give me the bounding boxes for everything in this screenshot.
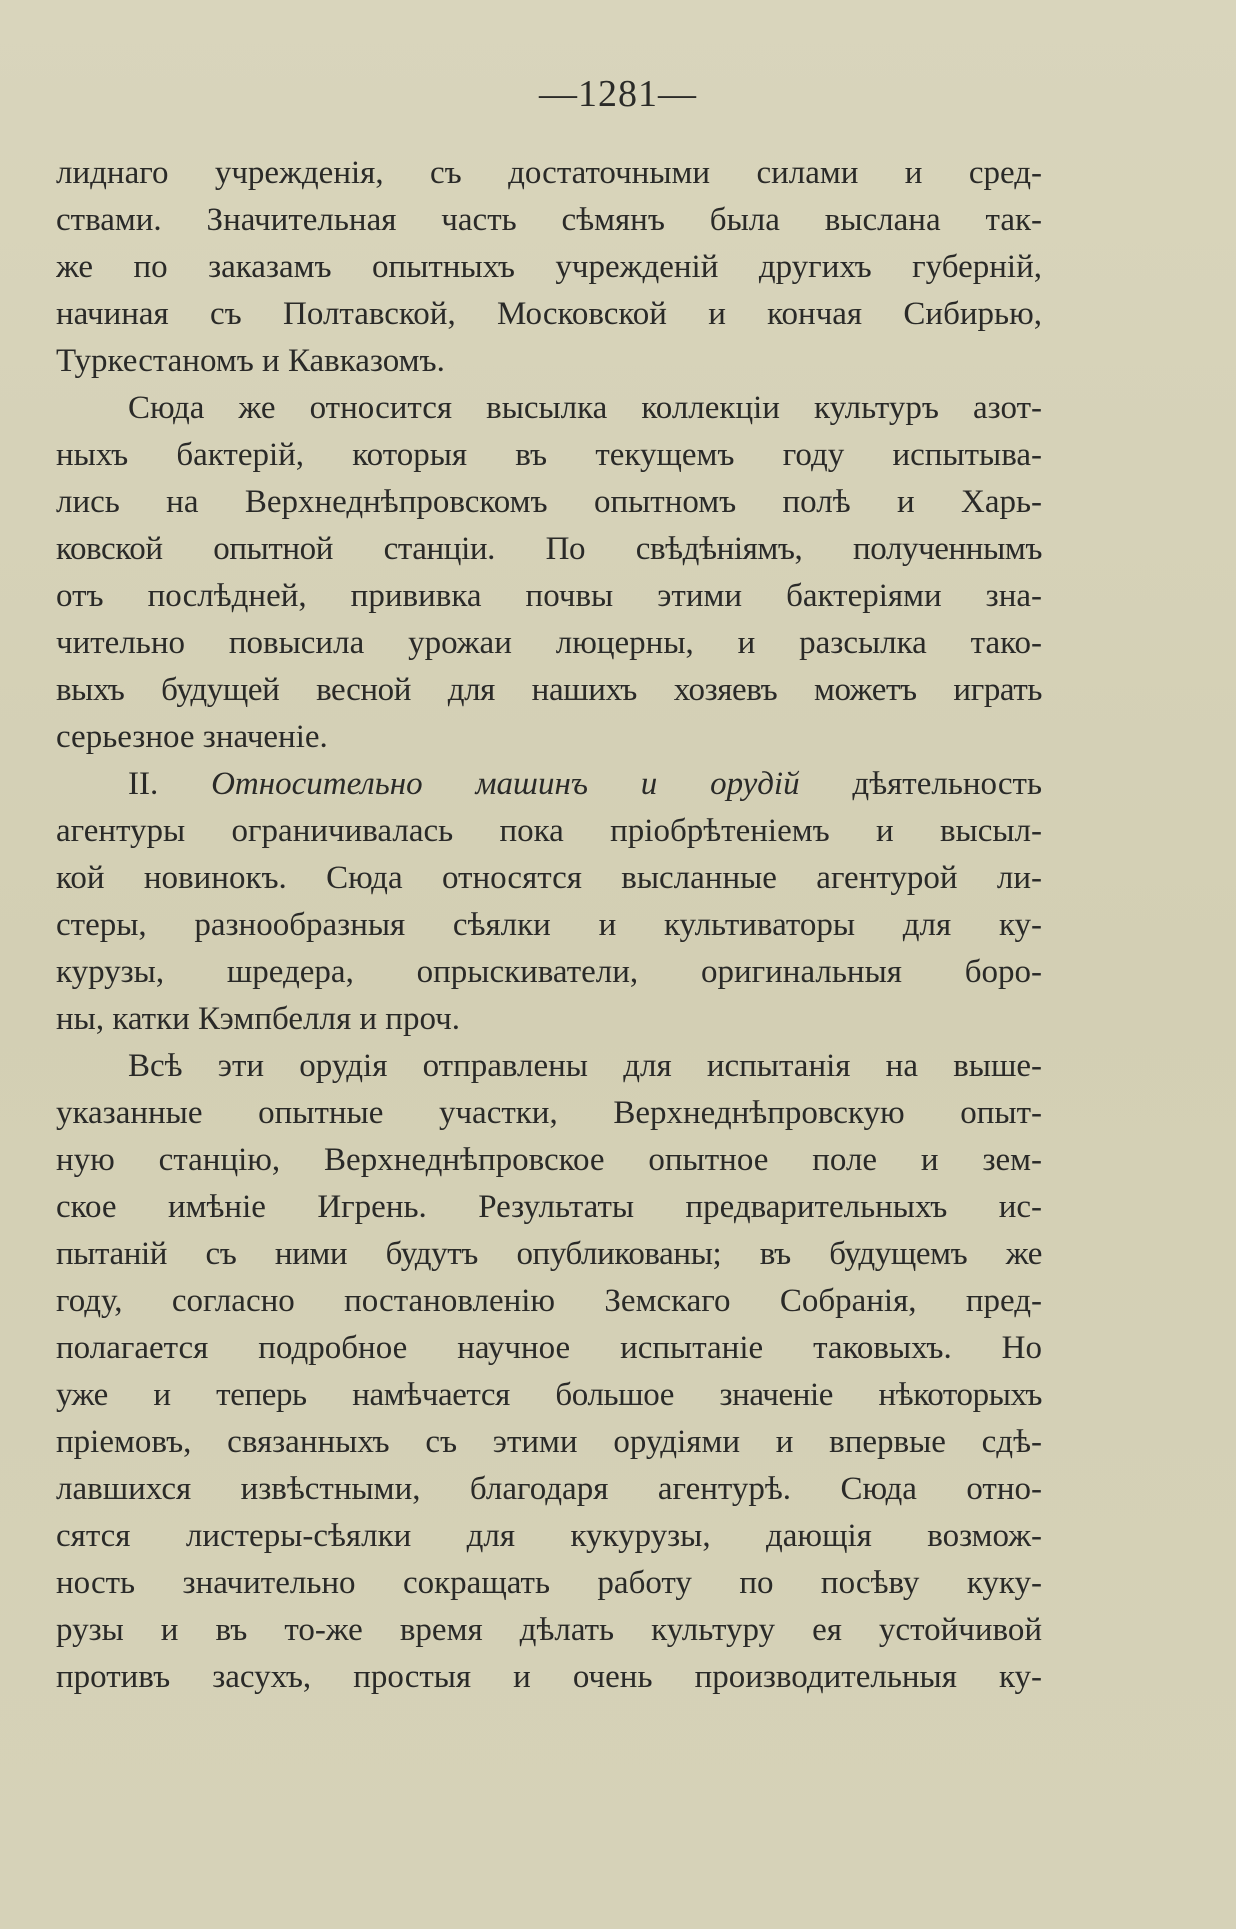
- text-line: агентуры ограничивалась пока пріобрѣтеніемъ и высыл-: [56, 813, 1042, 849]
- text-line: выхъ будущей весной для нашихъ хозяевъ можетъ играть: [56, 672, 1042, 708]
- text-line: кой новинокъ. Сюда относятся высланные агентурой ли-: [56, 860, 1042, 896]
- paragraph-start-line: Сюда же относится высылка коллекціи культуръ азот-: [128, 390, 1042, 426]
- text-line: полагается подробное научное испытаніе таковыхъ. Но: [56, 1330, 1042, 1366]
- text-line: ствами. Значительная часть сѣмянъ была выслана так-: [56, 202, 1042, 238]
- text-line: отъ послѣдней, прививка почвы этими бактеріями зна-: [56, 578, 1042, 614]
- text-line: начиная съ Полтавской, Московской и кончая Сибирью,: [56, 296, 1042, 332]
- text-line: же по заказамъ опытныхъ учрежденій другихъ губерній,: [56, 249, 1042, 285]
- text-line: стеры, разнообразныя сѣялки и культиваторы для ку-: [56, 907, 1042, 943]
- text-line: лиднаго учрежденія, съ достаточными силами и сред-: [56, 155, 1042, 191]
- text-line: указанные опытные участки, Верхнеднѣпровскую опыт-: [56, 1095, 1042, 1131]
- text-line: пытаній съ ними будутъ опубликованы; въ будущемъ же: [56, 1236, 1042, 1272]
- text-line: пріемовъ, связанныхъ съ этими орудіями и впервые сдѣ-: [56, 1424, 1042, 1460]
- page-number: —1281—: [539, 73, 697, 115]
- text-line: ность значительно сокращать работу по посѣву куку-: [56, 1565, 1042, 1601]
- text-line: курузы, шредера, опрыскиватели, оригинальныя боро-: [56, 954, 1042, 990]
- text-line: уже и теперь намѣчается большое значеніе нѣкоторыхъ: [56, 1377, 1042, 1413]
- text-line: году, согласно постановленію Земскаго Собранія, пред-: [56, 1283, 1042, 1319]
- text-line: рузы и въ то-же время дѣлать культуру ея устойчивой: [56, 1612, 1042, 1648]
- paragraph-start-line: Всѣ эти орудія отправлены для испытанія на выше-: [128, 1048, 1042, 1084]
- section-numeral: II.: [128, 766, 159, 802]
- text-line: ское имѣніе Игрень. Результаты предварительныхъ ис-: [56, 1189, 1042, 1225]
- text-line: лавшихся извѣстными, благодаря агентурѣ. Сюда отно-: [56, 1471, 1042, 1507]
- text-line: ковской опытной станціи. По свѣдѣніямъ, полученнымъ: [56, 531, 1042, 567]
- text-line: лись на Верхнеднѣпровскомъ опытномъ полѣ и Харь-: [56, 484, 1042, 520]
- text-line: ныхъ бактерій, которыя въ текущемъ году испытыва-: [56, 437, 1042, 473]
- section-line-rest: дѣятельность: [852, 766, 1042, 802]
- text-line: ную станцію, Верхнеднѣпровское опытное поле и зем-: [56, 1142, 1042, 1178]
- text-line: Туркестаномъ и Кавказомъ.: [56, 343, 445, 379]
- text-line: сятся листеры-сѣялки для кукурузы, дающія возмож-: [56, 1518, 1042, 1554]
- text-line: ны, катки Кэмпбелля и проч.: [56, 1001, 460, 1037]
- section-heading-line: [56, 761, 1042, 808]
- text-line: чительно повысила урожаи люцерны, и разсылка тако-: [56, 625, 1042, 661]
- body-text: [56, 150, 1042, 1701]
- text-line: серьезное значеніе.: [56, 719, 328, 755]
- section-title-italic: Относительно машинъ и орудій: [211, 766, 800, 802]
- text-line: противъ засухъ, простыя и очень производительныя ку-: [56, 1659, 1042, 1695]
